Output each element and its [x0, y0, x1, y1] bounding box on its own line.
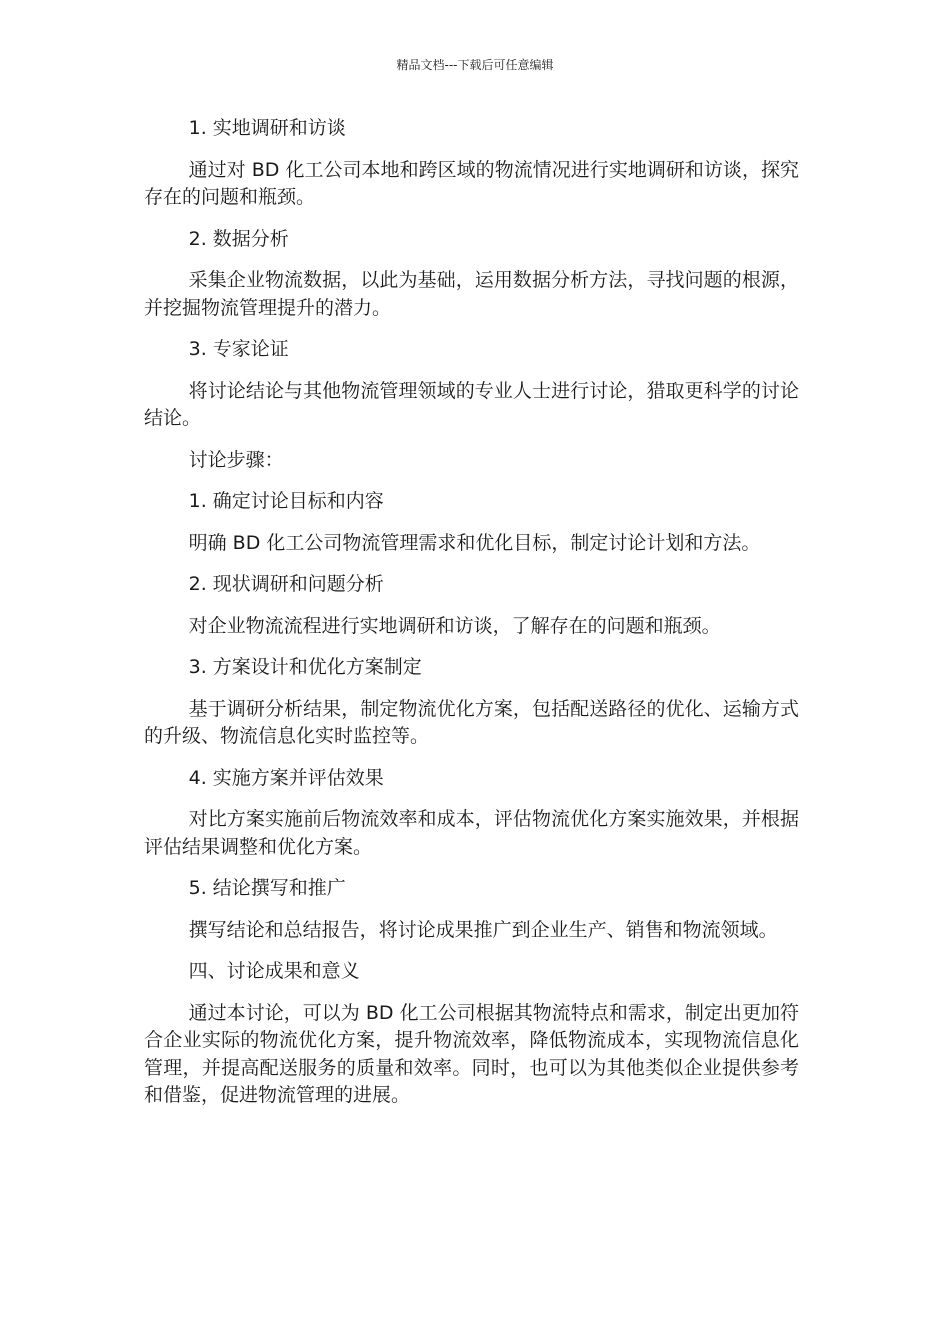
heading-step-4: 4. 实施方案并评估效果: [188, 766, 384, 789]
heading-step-2: 2. 现状调研和问题分析: [188, 573, 384, 595]
paragraph-step-2: 对企业物流流程进行实地调研和访谈，了解存在的问题和瓶颈。: [188, 614, 721, 637]
heading-step-1: 1. 确定讨论目标和内容: [188, 490, 384, 512]
heading-step-3: 3. 方案设计和优化方案制定: [188, 656, 422, 678]
paragraph-step-3: 基于调研分析结果，制定物流优化方案，包括配送路径的优化、运输方式的升级、物流信息化实时监控等。: [144, 697, 799, 747]
heading-expert-review: 3. 专家论证: [188, 338, 289, 360]
paragraph-field-research: 通过对 BD 化工公司本地和跨区域的物流情况进行实地调研和访谈，探究存在的问题和瓶颈。: [144, 158, 799, 208]
paragraph-step-4: 对比方案实施前后物流效率和成本，评估物流优化方案实施效果，并根据评估结果调整和优化方案。: [144, 808, 799, 858]
heading-step-5: 5. 结论撰写和推广: [188, 877, 346, 899]
paragraph-data-analysis: 采集企业物流数据，以此为基础，运用数据分析方法，寻找问题的根源，并挖掘物流管理提升的潜力。: [144, 269, 799, 319]
paragraph-step-1: 明确 BD 化工公司物流管理需求和优化目标，制定讨论计划和方法。: [188, 531, 761, 554]
heading-data-analysis: 2. 数据分析: [188, 227, 289, 250]
heading-research-steps: 讨论步骤：: [188, 448, 284, 471]
heading-field-research: 1. 实地调研和访谈: [188, 117, 346, 139]
document-body: [144, 115, 799, 1124]
page-header: 精品文档---下载后可任意编辑: [396, 58, 554, 72]
paragraph-results-significance: 通过本讨论，可以为 BD 化工公司根据其物流特点和需求，制定出更加符合企业实际的物流优化方案，提升物流效率，降低物流成本，实现物流信息化管理，并提高配送服务的质量和效率。同时，也可以为其他类似企业提供参考和借鉴，促进物流管理的进展。: [144, 1001, 799, 1106]
paragraph-expert-review: 将讨论结论与其他物流管理领域的专业人士进行讨论，猎取更科学的讨论结论。: [144, 379, 799, 429]
heading-results-significance: 四、讨论成果和意义: [188, 960, 360, 982]
paragraph-step-5: 撰写结论和总结报告，将讨论成果推广到企业生产、销售和物流领域。: [188, 918, 778, 941]
